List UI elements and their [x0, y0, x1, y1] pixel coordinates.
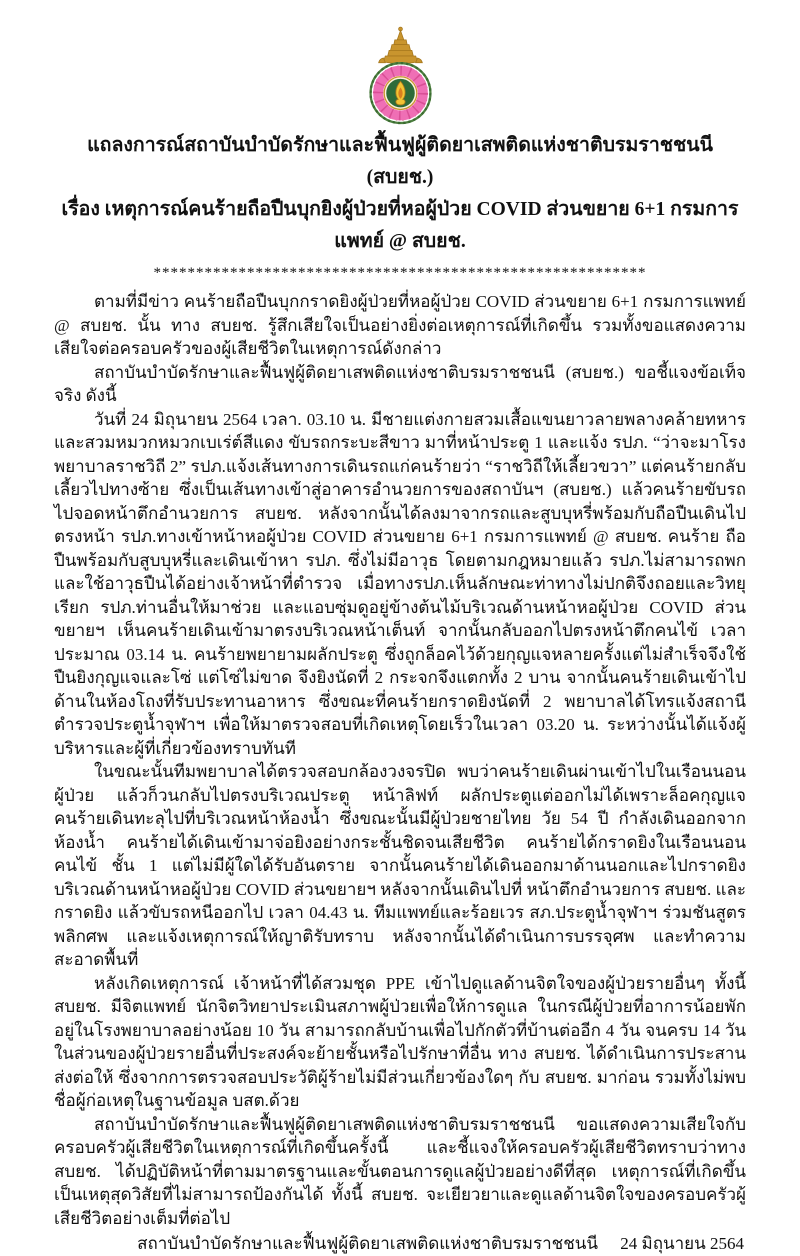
paragraph-incident-timeline: วันที่ 24 มิถุนายน 2564 เวลา. 03.10 น. มีชายแต่งกายสวมเสื้อแขนยาวลายพลางคล้ายทหารและสวมหมวกหมวกเบเร่ต์สีแดง ขับรถกระบะสีขาว มาที่หน้าประตู 1 และแจ้ง รปภ. “ว่าจะมาโรงพยาบาลราชวิถี 2” รปภ.แจ้งเส้นทางการเดินรถแก่คนร้ายว่า “ราชวิถีให้เลี้ยวขวา” แต่คนร้ายกลับเลี้ยวไปทางซ้าย ซึ่งเป็นเส้นทางเข้าสู่อาคารอำนวยการของสถาบันฯ (สบยช.) แล้วคนร้ายขับรถไปจอดหน้าตึกอำนวยการ สบยช. หลังจากนั้นได้ลงมาจากรถและสูบบุหรี่พร้อมกับถือปืนเดินไปตรงหน้า รปภ.ทางเข้าหน้าหอผู้ป่วย COVID ส่วนขยาย 6+1 กรมการแพทย์ @ สบยช. คนร้าย ถือปืนพร้อมกับสูบบุหรี่และเดินเข้าหา รปภ. ซึ่งไม่มีอาวุธ โดยตามกฎหมายแล้ว รปภ.ไม่สามารถพกและใช้อาวุธปืนได้อย่างเจ้าหน้าที่ตำรวจ เมื่อทางรปภ.เห็นลักษณะท่าทางไม่ปกติจึงถอยและวิทยุเรียก รปภ.ท่านอื่นให้มาช่วย และแอบซุ่มดูอยู่ข้างต้นไม้บริเวณด้านหน้าหอผู้ป่วย COVID ส่วนขยายฯ เห็นคนร้ายเดินเข้ามาตรงบริเวณหน้าเต็นท์ จากนั้นกลับออกไปตรงหน้าตึกคนไข้ เวลาประมาณ 03.14 น. คนร้ายพยายามผลักประตู ซึ่งถูกล็อคไว้ด้วยกุญแจหลายครั้งแต่ไม่สำเร็จจึงใช้ปืนยิงกุญแจและโซ่ แต่โซ่ไม่ขาด จึงยิงนัดที่ 2 กระจกจึงแตกทั้ง 2 บาน จากนั้นคนร้ายเดินเข้าไปด้านในห้องโถงที่รับประทานอาหาร ซึ่งขณะที่คนร้ายกราดยิงนัดที่ 2 พยาบาลได้โทรแจ้งสถานีตำรวจประตูน้ำจุฬาฯ เพื่อให้มาตรวจสอบที่เกิดเหตุโดยเร็วในเวลา 03.20 น. ระหว่างนั้นได้แจ้งผู้บริหารและผู้ที่เกี่ยวข้องทราบทันที: [54, 409, 746, 758]
paragraph-aftercare: หลังเกิดเหตุการณ์ เจ้าหน้าที่ได้สวมชุด PPE เข้าไปดูแลด้านจิตใจของผู้ป่วยรายอื่นๆ ทั้งนี้ สบยช. มีจิตแพทย์ นักจิตวิทยาประเมินสภาพผู้ป่วยเพื่อให้การดูแล ในกรณีผู้ป่วยที่อาการน้อยพักอยู่ในโรงพยาบาลอย่างน้อย 10 วัน สามารถกลับบ้านเพื่อไปกักตัวที่บ้านต่ออีก 4 วัน จนครบ 14 วัน ในส่วนของผู้ป่วยรายอื่นที่ประสงค์จะย้ายชั้นหรือไปรักษาที่อื่น ทาง สบยช. ได้ดำเนินการประสานส่งต่อให้ ซึ่งจากการตรวจสอบประวัติผู้ร้ายไม่มีส่วนเกี่ยวข้องใดๆ กับ สบยช. มาก่อน รวมทั้งไม่พบชื่อผู้ก่อเหตุในฐานข้อมูล บสต.ด้วย: [54, 973, 746, 1110]
document-footer: [54, 1232, 746, 1256]
asterisk-separator: **********************************************************: [153, 265, 647, 281]
footer-date: 24 มิถุนายน 2564: [620, 1234, 744, 1253]
logo-container: [54, 26, 746, 126]
footer-organization: สถาบันบำบัดรักษาและฟื้นฟูผู้ติดยาเสพติดแห่งชาติบรมราชชนนี: [137, 1234, 598, 1253]
paragraph-intro: ตามที่มีข่าว คนร้ายถือปืนบุกกราดยิงผู้ป่วยที่หอผู้ป่วย COVID ส่วนขยาย 6+1 กรมการแพทย์ @ สบยช. นั้น ทาง สบยช. รู้สึกเสียใจเป็นอย่างยิ่งต่อเหตุการณ์ที่เกิดขึ้น รวมทั้งขอแสดงความเสียใจต่อครอบครัวของผู้เสียชีวิตในเหตุการณ์ดังกล่าว: [54, 292, 746, 358]
royal-emblem-icon: [353, 26, 448, 126]
statement-title-line2: เรื่อง เหตุการณ์คนร้ายถือปืนบุกยิงผู้ป่วยที่หอผู้ป่วย COVID ส่วนขยาย 6+1 กรมการแพทย์ @ สบยช.: [61, 199, 739, 252]
paragraph-condolences: สถาบันบำบัดรักษาและฟื้นฟูผู้ติดยาเสพติดแห่งชาติบรมราชชนนี ขอแสดงความเสียใจกับครอบครัวผู้เสียชีวิตในเหตุการณ์ที่เกิดขึ้นครั้งนี้ และชี้แจงให้ครอบครัวผู้เสียชีวิตทราบว่าทาง สบยช. ได้ปฏิบัติหน้าที่ตามมาตรฐานและขั้นตอนการดูแลผู้ป่วยอย่างดีที่สุด เหตุการณ์ที่เกิดขึ้นเป็นเหตุสุดวิสัยที่ไม่สามารถป้องกันได้ ทั้งนี้ สบยช. จะเยียวยาและดูแลด้านจิตใจของครอบครัวผู้เสียชีวิตอย่างเต็มที่ต่อไป: [54, 1114, 746, 1228]
paragraph-cctv-details: ในขณะนั้นทีมพยาบาลได้ตรวจสอบกล้องวงจรปิด พบว่าคนร้ายเดินผ่านเข้าไปในเรือนนอนผู้ป่วย แล้วก็วนกลับไปตรงบริเวณประตู หน้าลิฟท์ ผลักประตูแต่ออกไม่ได้เพราะล็อคกุญแจ คนร้ายเดินทะลุไปที่บริเวณหน้าห้องน้ำ ซึ่งขณะนั้นมีผู้ป่วยชายไทย วัย 54 ปี กำลังเดินออกจากห้องน้ำ คนร้ายได้เดินเข้ามาจ่อยิงอย่างกระชั้นชิดจนเสียชีวิต คนร้ายได้กราดยิงในเรือนนอนคนไข้ ชั้น 1 แต่ไม่มีผู้ใดได้รับอันตราย จากนั้นคนร้ายได้เดินออกมาด้านนอกและไปกราดยิงบริเวณด้านหน้าหอผู้ป่วย COVID ส่วนขยายฯ หลังจากนั้นเดินไปที่ หน้าตึกอำนวยการ สบยช. และกราดยิง แล้วขับรถหนีออกไป เวลา 04.43 น. ทีมแพทย์และร้อยเวร สภ.ประตูน้ำจุฬาฯ ร่วมชันสูตรพลิกศพ และแจ้งเหตุการณ์ให้ญาติรับทราบ หลังจากนั้นได้ดำเนินการบรรจุศพ และทำความสะอาดพื้นที่: [54, 762, 746, 969]
statement-body: [54, 290, 746, 1230]
statement-title-line1: แถลงการณ์สถาบันบำบัดรักษาและฟื้นฟูผู้ติดยาเสพติดแห่งชาติบรมราชชนนี (สบยช.): [87, 135, 713, 188]
paragraph-clarification-lead: สถาบันบำบัดรักษาและฟื้นฟูผู้ติดยาเสพติดแห่งชาติบรมราชชนนี (สบยช.) ขอชี้แจงข้อเท็จจริง ดังนี้: [54, 362, 746, 405]
